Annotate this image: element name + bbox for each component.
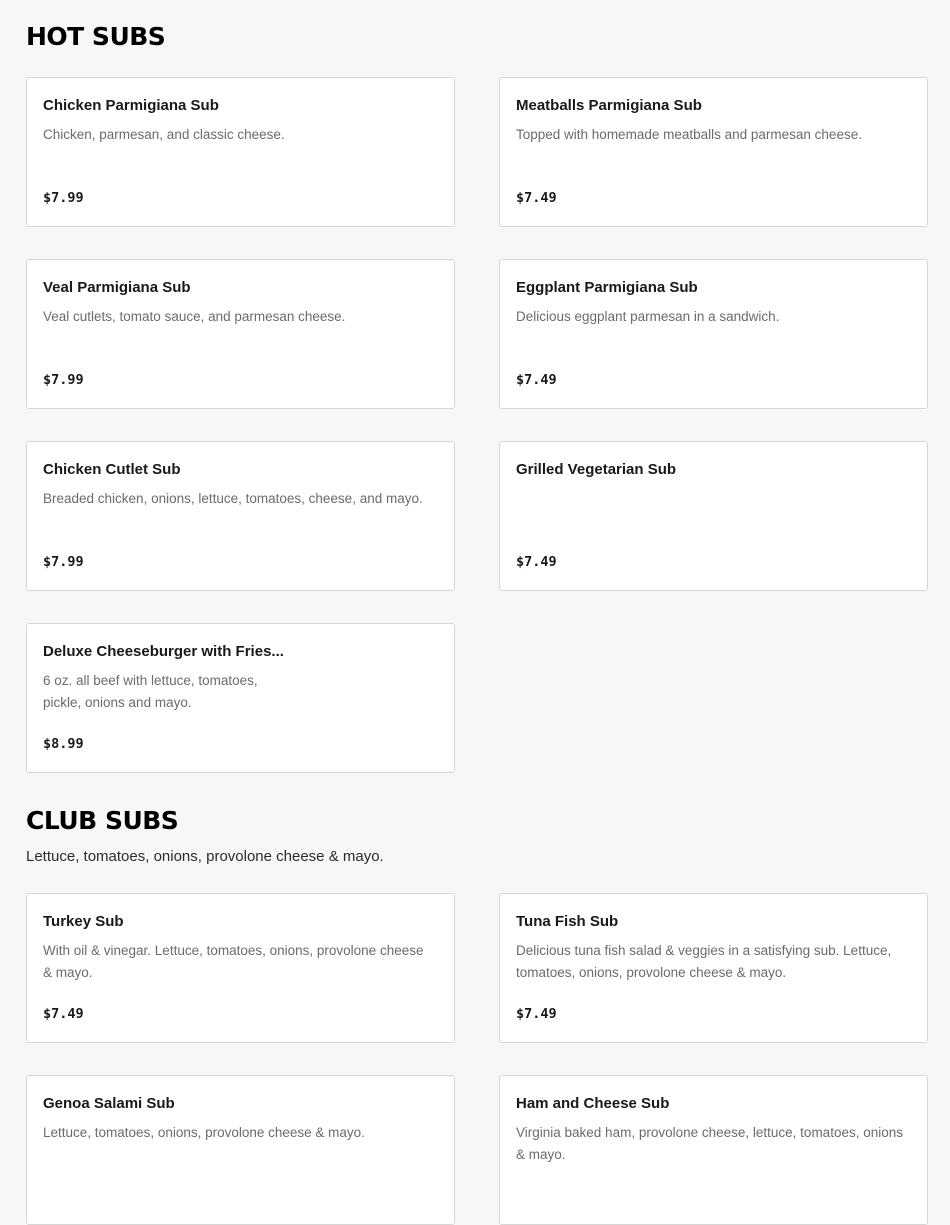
menu-item-description: Lettuce, tomatoes, onions, provolone cheese & mayo.: [43, 1125, 365, 1140]
menu-item-card[interactable]: [499, 441, 928, 591]
menu-item-card[interactable]: [26, 623, 455, 773]
section-title-club-subs: CLUB SUBS: [26, 806, 179, 835]
menu-item-name: Turkey Sub: [43, 913, 124, 930]
menu-item-price: $7.49: [43, 1006, 84, 1022]
menu-item-description: Delicious tuna fish salad & veggies in a satisfying sub. Lettuce, tomatoes, onions, provolone cheese & mayo.: [516, 943, 892, 980]
menu-item-card[interactable]: [26, 259, 455, 409]
menu-item-description: Chicken, parmesan, and classic cheese.: [43, 127, 285, 142]
section-subtitle: Lettuce, tomatoes, onions, provolone cheese & mayo.: [26, 848, 384, 865]
menu-item-price: $7.49: [516, 554, 557, 570]
menu-item-card[interactable]: [26, 441, 455, 591]
menu-item-price: $7.49: [516, 1006, 557, 1022]
menu-item-card[interactable]: [499, 1075, 928, 1225]
menu-item-card[interactable]: [26, 893, 455, 1043]
menu-item-card[interactable]: [499, 77, 928, 227]
menu-item-name: Genoa Salami Sub: [43, 1095, 175, 1112]
section-title-hot-subs: HOT SUBS: [26, 22, 166, 51]
menu-item-description: Topped with homemade meatballs and parmesan cheese.: [516, 127, 862, 142]
menu-item-name: Veal Parmigiana Sub: [43, 279, 191, 296]
menu-item-price: $7.99: [43, 372, 84, 388]
menu-item-card[interactable]: [26, 1075, 455, 1225]
menu-item-card[interactable]: [499, 893, 928, 1043]
menu-item-name: Eggplant Parmigiana Sub: [516, 279, 698, 296]
menu-item-description: Virginia baked ham, provolone cheese, lettuce, tomatoes, onions & mayo.: [516, 1125, 903, 1162]
menu-item-price: $7.99: [43, 554, 84, 570]
menu-item-price: $7.49: [516, 372, 557, 388]
menu-item-description: With oil & vinegar. Lettuce, tomatoes, onions, provolone cheese & mayo.: [43, 943, 424, 980]
menu-item-price: $8.99: [43, 736, 84, 752]
menu-item-name: Chicken Parmigiana Sub: [43, 97, 219, 114]
menu-item-description: Breaded chicken, onions, lettuce, tomatoes, cheese, and mayo.: [43, 491, 423, 506]
menu-item-description: Veal cutlets, tomato sauce, and parmesan cheese.: [43, 309, 346, 324]
menu-item-name: Grilled Vegetarian Sub: [516, 461, 677, 478]
menu-item-name: Chicken Cutlet Sub: [43, 461, 181, 478]
menu-item-name: Tuna Fish Sub: [516, 913, 619, 930]
menu-item-name: Deluxe Cheeseburger with Fries...: [43, 643, 284, 660]
menu-item-price: $7.99: [43, 190, 84, 206]
menu-item-card[interactable]: [499, 259, 928, 409]
menu-item-name: Ham and Cheese Sub: [516, 1095, 670, 1112]
menu-item-name: Meatballs Parmigiana Sub: [516, 97, 702, 114]
menu-item-description: 6 oz. all beef with lettuce, tomatoes, pickle, onions and mayo.: [43, 673, 258, 710]
menu-item-description: Delicious eggplant parmesan in a sandwich.: [516, 309, 780, 324]
menu-item-card[interactable]: [26, 77, 455, 227]
menu-item-price: $7.49: [516, 190, 557, 206]
